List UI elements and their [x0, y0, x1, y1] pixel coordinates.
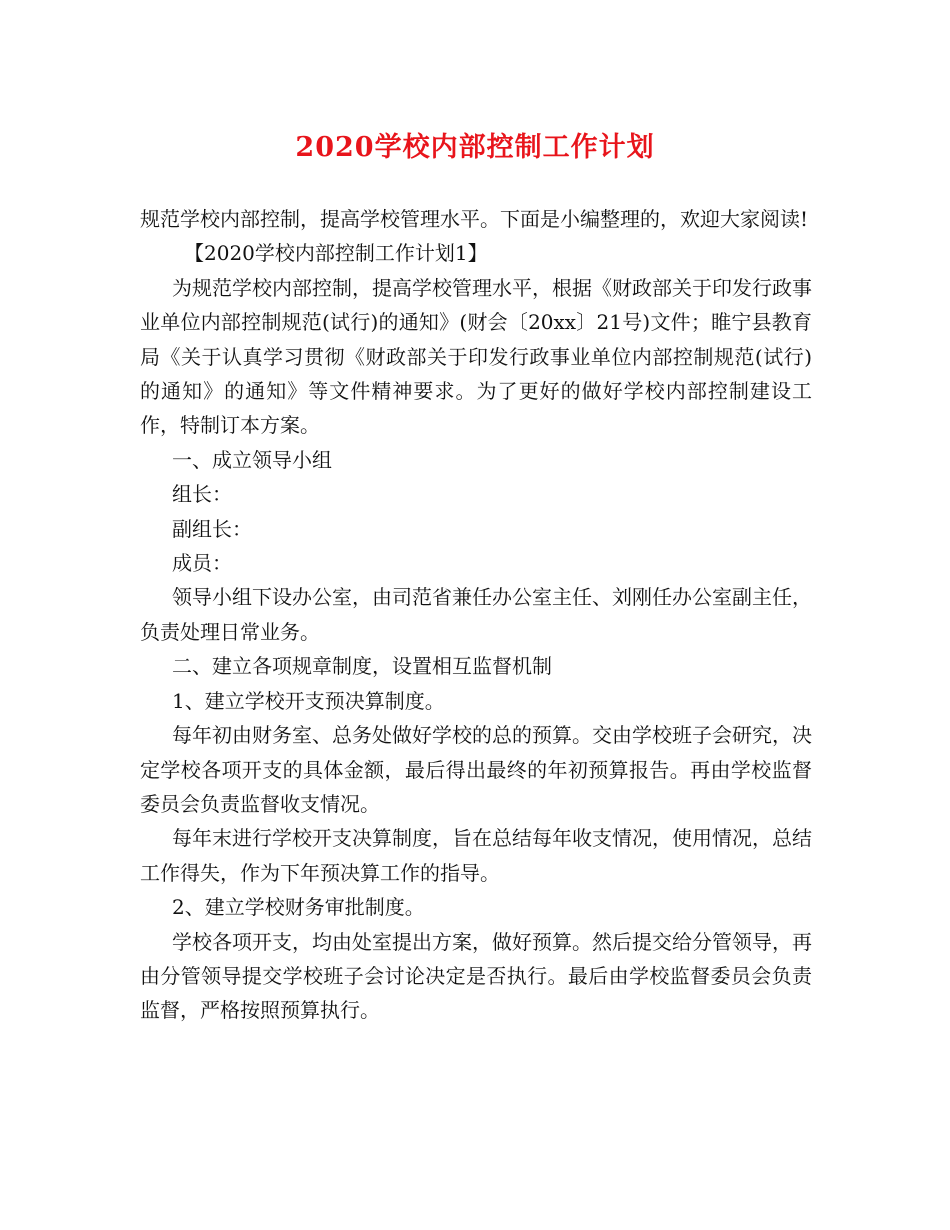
document-body	[140, 202, 812, 1028]
paragraph-annual-budget: 每年初由财务室、总务处做好学校的总的预算。交由学校班子会研究，决定学校各项开支的具体金额，最后得出最终的年初预算报告。再由学校监督委员会负责监督收支情况。	[140, 723, 812, 816]
field-group-leader: 组长：	[172, 482, 232, 507]
field-members: 成员：	[172, 551, 232, 576]
heading-regulations: 二、建立各项规章制度，设置相互监督机制	[172, 654, 552, 679]
paragraph-year-end-accounts: 每年末进行学校开支决算制度，旨在总结每年收支情况，使用情况，总结工作得失，作为下年预决算工作的指导。	[140, 826, 812, 885]
paragraph-intro: 规范学校内部控制，提高学校管理水平。下面是小编整理的，欢迎大家阅读!	[140, 207, 809, 231]
field-deputy-leader: 副组长：	[172, 516, 252, 541]
paragraph-purpose: 为规范学校内部控制，提高学校管理水平，根据《财政部关于印发行政事业单位内部控制规范(试行)的通知》(财会〔20xx〕21号)文件；睢宁县教育局《关于认真学习贯彻《财政部关于印发行政事业单位内部控制规范(试行)的通知》的通知》等文件精神要求。为了更好的做好学校内部控制建设工作，特制订本方案。	[140, 275, 812, 438]
paragraph-office: 领导小组下设办公室，由司范省兼任办公室主任、刘刚任办公室副主任，负责处理日常业务。	[140, 585, 812, 644]
section-heading-plan-1: 【2020学校内部控制工作计划1】	[184, 241, 488, 266]
document-title: 2020学校内部控制工作计划	[295, 132, 655, 163]
heading-leadership-group: 一、成立领导小组	[172, 447, 332, 472]
paragraph-expenditure-approval: 学校各项开支，均由处室提出方案，做好预算。然后提交给分管领导，再由分管领导提交学校班子会讨论决定是否执行。最后由学校监督委员会负责监督，严格按照预算执行。	[140, 929, 812, 1023]
subheading-approval-system: 2、建立学校财务审批制度。	[172, 895, 425, 920]
subheading-budget-system: 1、建立学校开支预决算制度。	[172, 688, 445, 713]
